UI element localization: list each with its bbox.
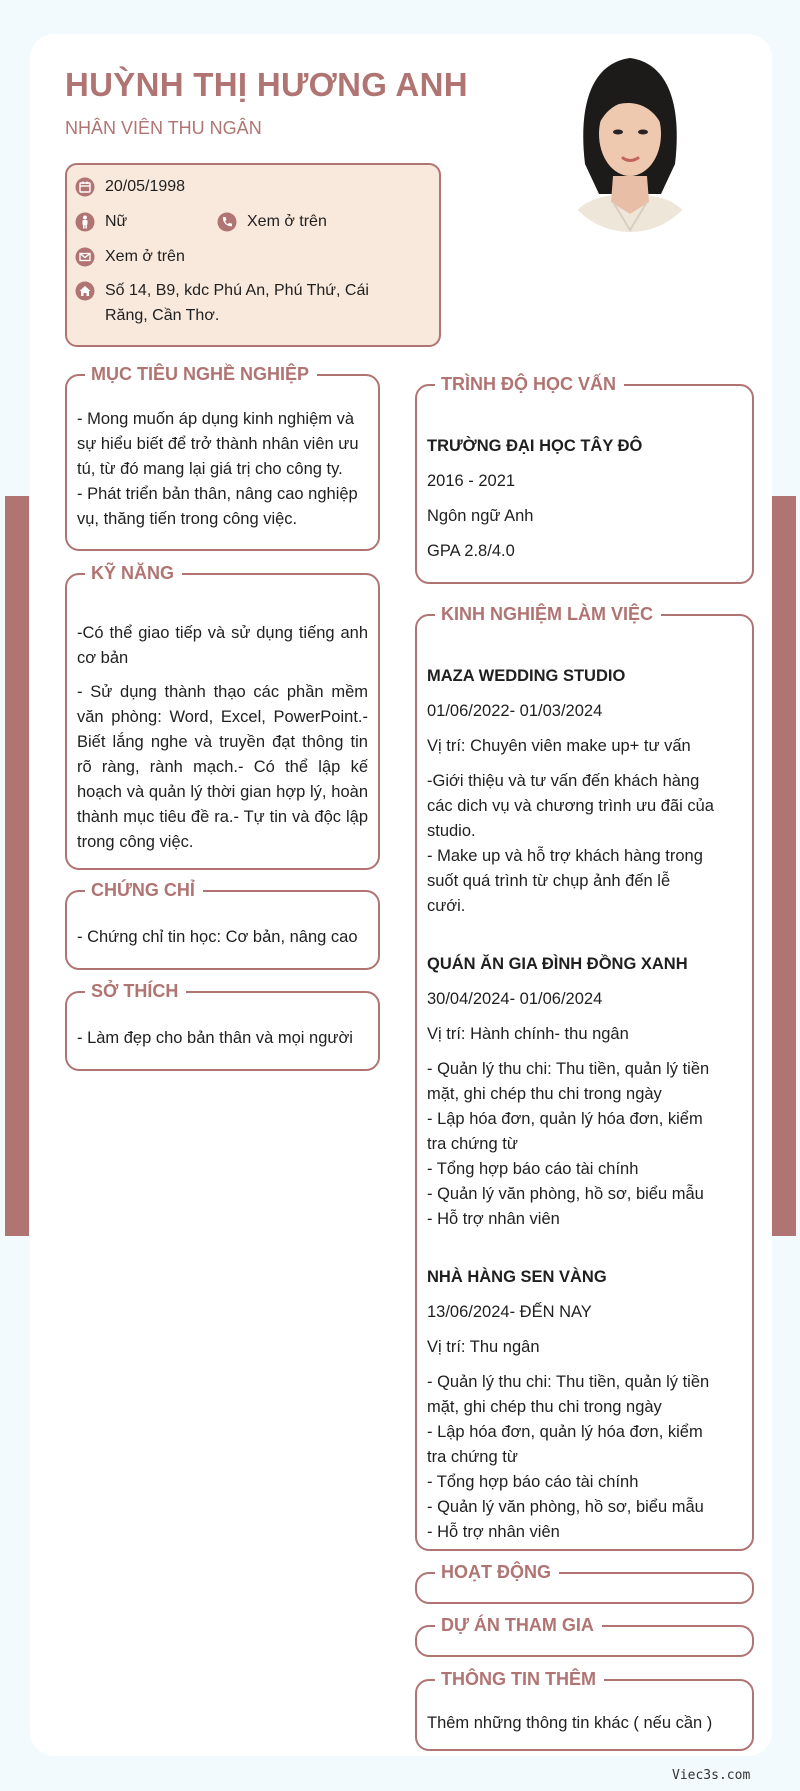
job-description-line: cưới. bbox=[427, 897, 466, 915]
job-description-line: - Lập hóa đơn, quản lý hóa đơn, kiểm bbox=[427, 1423, 703, 1441]
certificates-title: CHỨNG CHỈ bbox=[85, 878, 203, 902]
job-position: Vị trí: Thu ngân bbox=[427, 1338, 540, 1356]
certificate-item: - Chứng chỉ tin học: Cơ bản, nâng cao bbox=[77, 928, 358, 946]
contact-info-box bbox=[65, 163, 441, 347]
job-description-line: - Quản lý văn phòng, hồ sơ, biểu mẫu bbox=[427, 1498, 704, 1516]
education-gpa: GPA 2.8/4.0 bbox=[427, 542, 515, 560]
education-content bbox=[427, 434, 742, 574]
email-row bbox=[75, 247, 185, 269]
phone-row bbox=[217, 212, 327, 234]
job-entry bbox=[427, 1265, 742, 1545]
birthday-text: 20/05/1998 bbox=[105, 178, 186, 195]
job-description-line: các dich vụ và chương trình ưu đãi của bbox=[427, 797, 714, 815]
job-description-line: - Make up và hỗ trợ khách hàng trong bbox=[427, 847, 703, 865]
job-description bbox=[427, 769, 742, 919]
home-icon bbox=[75, 281, 95, 301]
gender-icon bbox=[75, 212, 95, 232]
job-entry bbox=[427, 952, 742, 1232]
job-position: Vị trí: Hành chính- thu ngân bbox=[427, 1025, 629, 1043]
address-row bbox=[75, 281, 369, 328]
additional-info-text: Thêm những thông tin khác ( nếu cần ) bbox=[427, 1714, 713, 1732]
job-description-line: -Giới thiệu và tư vấn đến khách hàng bbox=[427, 772, 700, 790]
job-description bbox=[427, 1057, 742, 1232]
job-position: Vị trí: Chuyên viên make up+ tư vấn bbox=[427, 737, 691, 755]
education-section bbox=[415, 374, 754, 584]
job-company: MAZA WEDDING STUDIO bbox=[427, 667, 626, 685]
work-experience-title: KINH NGHIỆM LÀM VIỆC bbox=[435, 602, 661, 626]
job-description-line: - Tổng hợp báo cáo tài chính bbox=[427, 1473, 639, 1491]
hobby-item: - Làm đẹp cho bản thân và mọi người bbox=[77, 1029, 353, 1047]
hobbies-section bbox=[65, 981, 380, 1071]
job-description-line: - Hỗ trợ nhân viên bbox=[427, 1523, 560, 1541]
birthday-row bbox=[75, 177, 185, 199]
activities-title: HOẠT ĐỘNG bbox=[435, 1560, 559, 1584]
address-line-2: Răng, Cần Thơ. bbox=[105, 307, 220, 324]
skill-item: -Có thể giao tiếp và sử dụng tiếng anh cơ bản bbox=[77, 624, 368, 667]
job-description-line: - Hỗ trợ nhân viên bbox=[427, 1210, 560, 1228]
objective-line: tú, từ đó mang lại giá trị cho công ty. bbox=[77, 460, 343, 478]
job-description-line: studio. bbox=[427, 822, 476, 840]
additional-info-title: THÔNG TIN THÊM bbox=[435, 1667, 604, 1691]
school-name: TRƯỜNG ĐẠI HỌC TÂY ĐÔ bbox=[427, 437, 643, 455]
job-company: NHÀ HÀNG SEN VÀNG bbox=[427, 1268, 607, 1286]
address-text bbox=[105, 278, 369, 328]
calendar-icon bbox=[75, 177, 95, 197]
job-description-line: - Quản lý thu chi: Thu tiền, quản lý tiền bbox=[427, 1373, 710, 1391]
skills-title: KỸ NĂNG bbox=[85, 561, 182, 585]
gender-text: Nữ bbox=[105, 213, 128, 230]
objective-line: sự hiểu biết để trở thành nhân viên ưu bbox=[77, 435, 359, 453]
education-period: 2016 - 2021 bbox=[427, 472, 516, 490]
job-description-line: suốt quá trình từ chụp ảnh đến lễ bbox=[427, 872, 671, 890]
job-description bbox=[427, 1370, 742, 1545]
job-description-line: tra chứng từ bbox=[427, 1448, 518, 1466]
projects-title: DỰ ÁN THAM GIA bbox=[435, 1613, 602, 1637]
job-description-line: mặt, ghi chép thu chi trong ngày bbox=[427, 1085, 662, 1103]
objective-line: - Mong muốn áp dụng kinh nghiệm và bbox=[77, 410, 355, 428]
job-period: 01/06/2022- 01/03/2024 bbox=[427, 702, 603, 720]
work-experience-content bbox=[427, 664, 742, 1545]
job-period: 30/04/2024- 01/06/2024 bbox=[427, 990, 603, 1008]
work-experience-section bbox=[415, 604, 754, 1551]
activities-section bbox=[415, 1562, 754, 1604]
skill-item: - Sử dụng thành thạo các phần mềm văn phòng: Word, Excel, PowerPoint.- Biết lắng nghe và truyền đạt thông tin rõ ràng, rành mạch.- Có thể lập kế hoạch và quản lý thời gian hợp lý, hoàn thành mục tiêu đề ra.- Tự tin và độc lập trong công việc. bbox=[77, 683, 368, 851]
career-objective-title: MỤC TIÊU NGHỀ NGHIỆP bbox=[85, 362, 317, 386]
education-major: Ngôn ngữ Anh bbox=[427, 507, 534, 525]
additional-info-section bbox=[415, 1669, 754, 1751]
objective-line: - Phát triển bản thân, nâng cao nghiệp bbox=[77, 485, 358, 503]
hobbies-title: SỞ THÍCH bbox=[85, 979, 186, 1003]
phone-text: Xem ở trên bbox=[247, 213, 327, 230]
projects-section bbox=[415, 1615, 754, 1657]
education-title: TRÌNH ĐỘ HỌC VẤN bbox=[435, 372, 624, 396]
job-period: 13/06/2024- ĐẾN NAY bbox=[427, 1303, 592, 1321]
email-text: Xem ở trên bbox=[105, 248, 185, 265]
job-description-line: - Quản lý thu chi: Thu tiền, quản lý tiền bbox=[427, 1060, 710, 1078]
career-objective-section bbox=[65, 364, 380, 551]
profile-photo bbox=[557, 44, 703, 232]
candidate-job-title: NHÂN VIÊN THU NGÂN bbox=[65, 118, 262, 138]
job-entry bbox=[427, 664, 742, 919]
job-description-line: tra chứng từ bbox=[427, 1135, 518, 1153]
objective-line: vụ, thăng tiến trong công việc. bbox=[77, 510, 298, 528]
skills-content bbox=[77, 621, 368, 864]
candidate-name: HUỲNH THỊ HƯƠNG ANH bbox=[65, 66, 468, 103]
job-description-line: - Lập hóa đơn, quản lý hóa đơn, kiểm bbox=[427, 1110, 703, 1128]
right-accent-stripe bbox=[772, 496, 796, 1236]
job-description-line: - Tổng hợp báo cáo tài chính bbox=[427, 1160, 639, 1178]
left-accent-stripe bbox=[5, 496, 29, 1236]
watermark-text: Viec3s.com bbox=[672, 1768, 751, 1783]
phone-icon bbox=[217, 212, 237, 232]
skills-section bbox=[65, 563, 380, 870]
certificates-section bbox=[65, 880, 380, 970]
email-icon bbox=[75, 247, 95, 267]
gender-row bbox=[75, 212, 127, 234]
job-description-line: - Quản lý văn phòng, hồ sơ, biểu mẫu bbox=[427, 1185, 704, 1203]
job-description-line: mặt, ghi chép thu chi trong ngày bbox=[427, 1398, 662, 1416]
career-objective-content bbox=[77, 407, 368, 532]
job-company: QUÁN ĂN GIA ĐÌNH ĐỒNG XANH bbox=[427, 955, 688, 973]
address-line-1: Số 14, B9, kdc Phú An, Phú Thứ, Cái bbox=[105, 282, 369, 299]
